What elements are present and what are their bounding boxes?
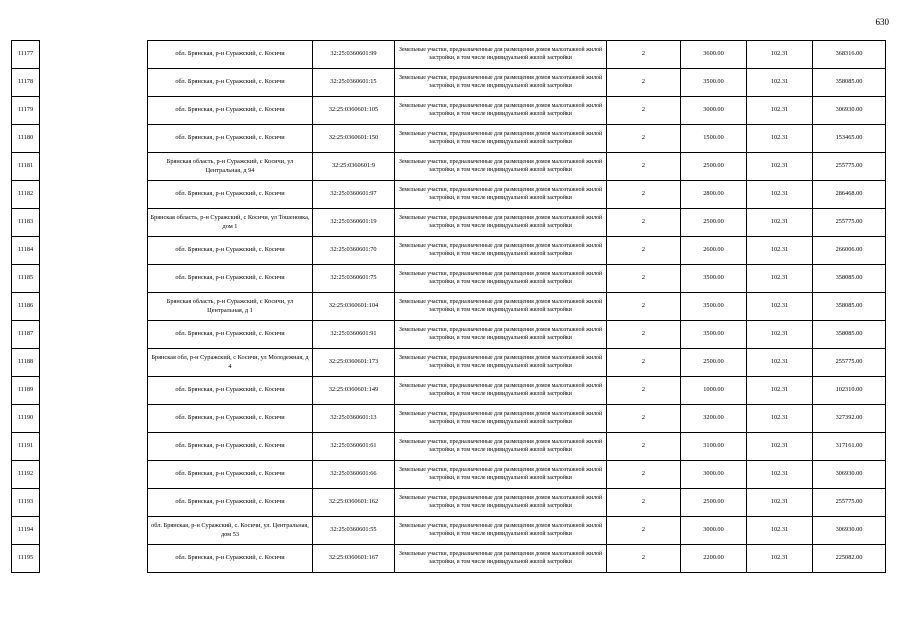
specific-value-cell: 102.31	[747, 349, 813, 377]
row-number-cell: 11179	[12, 97, 40, 125]
cadastral-number-cell: 32:25:0360601:150	[313, 125, 395, 153]
specific-value-cell: 102.31	[747, 265, 813, 293]
table-row	[12, 489, 886, 517]
row-number-cell: 11193	[12, 489, 40, 517]
row-number-cell: 11186	[12, 293, 40, 321]
row-number-cell: 11189	[12, 377, 40, 405]
cadastral-value-cell: 317161.00	[813, 433, 886, 461]
spacer-cell	[40, 433, 148, 461]
spacer-cell	[40, 125, 148, 153]
group-cell: 2	[607, 237, 681, 265]
specific-value-cell: 102.31	[747, 97, 813, 125]
address-cell: обл. Брянская, р-н Суражский, с. Косичи	[148, 433, 313, 461]
table-row	[12, 69, 886, 97]
group-cell: 2	[607, 265, 681, 293]
area-cell: 2500.00	[681, 489, 747, 517]
address-cell: обл. Брянская, р-н Суражский, с. Косичи	[148, 69, 313, 97]
table-row	[12, 433, 886, 461]
address-cell: Брянская область, р-н Суражский, с Косичи, ул Центральная, д 94	[148, 153, 313, 181]
land-use-cell: Земельные участки, предназначенные для размещения домов малоэтажной жилой застройки, в том числе индивидуальной жилой застройки	[395, 153, 607, 181]
page-number: 630	[875, 17, 889, 27]
spacer-cell	[40, 41, 148, 69]
area-cell: 2200.00	[681, 545, 747, 573]
cadastral-number-cell: 32:25:0360601:104	[313, 293, 395, 321]
table-row	[12, 377, 886, 405]
land-use-cell: Земельные участки, предназначенные для размещения домов малоэтажной жилой застройки, в том числе индивидуальной жилой застройки	[395, 181, 607, 209]
spacer-cell	[40, 321, 148, 349]
cadastral-value-cell: 306930.00	[813, 517, 886, 545]
cadastral-number-cell: 32:25:0360601:91	[313, 321, 395, 349]
area-cell: 3200.00	[681, 405, 747, 433]
table-row	[12, 237, 886, 265]
land-use-cell: Земельные участки, предназначенные для размещения домов малоэтажной жилой застройки, в том числе индивидуальной жилой застройки	[395, 489, 607, 517]
specific-value-cell: 102.31	[747, 41, 813, 69]
table-row	[12, 181, 886, 209]
table-row	[12, 153, 886, 181]
cadastral-number-cell: 32:25:0360601:15	[313, 69, 395, 97]
specific-value-cell: 102.31	[747, 545, 813, 573]
spacer-cell	[40, 293, 148, 321]
row-number-cell: 11188	[12, 349, 40, 377]
cadastral-value-cell: 327392.00	[813, 405, 886, 433]
group-cell: 2	[607, 153, 681, 181]
cadastral-value-cell: 358085.00	[813, 69, 886, 97]
cadastral-value-cell: 358085.00	[813, 265, 886, 293]
cadastral-value-cell: 255775.00	[813, 153, 886, 181]
spacer-cell	[40, 377, 148, 405]
cadastral-value-cell: 266006.00	[813, 237, 886, 265]
land-use-cell: Земельные участки, предназначенные для размещения домов малоэтажной жилой застройки, в том числе индивидуальной жилой застройки	[395, 377, 607, 405]
land-use-cell: Земельные участки, предназначенные для размещения домов малоэтажной жилой застройки, в том числе индивидуальной жилой застройки	[395, 125, 607, 153]
land-use-cell: Земельные участки, предназначенные для размещения домов малоэтажной жилой застройки, в том числе индивидуальной жилой застройки	[395, 97, 607, 125]
cadastral-value-cell: 368316.00	[813, 41, 886, 69]
cadastral-value-cell: 255775.00	[813, 209, 886, 237]
area-cell: 2500.00	[681, 349, 747, 377]
cadastral-value-table	[11, 40, 886, 573]
address-cell: Брянская область, р-н Суражский, с Косичи, ул Тошеновка, дом 1	[148, 209, 313, 237]
specific-value-cell: 102.31	[747, 461, 813, 489]
cadastral-number-cell: 32:25:0360601:162	[313, 489, 395, 517]
address-cell: обл. Брянская, р-н Суражский, с. Косичи	[148, 41, 313, 69]
group-cell: 2	[607, 377, 681, 405]
spacer-cell	[40, 237, 148, 265]
address-cell: обл. Брянская, р-н Суражский, с. Косичи	[148, 237, 313, 265]
spacer-cell	[40, 545, 148, 573]
address-cell: обл. Брянская, р-н Суражский, с. Косичи, ул. Центральная, дом 53	[148, 517, 313, 545]
table-row	[12, 321, 886, 349]
row-number-cell: 11187	[12, 321, 40, 349]
group-cell: 2	[607, 349, 681, 377]
specific-value-cell: 102.31	[747, 293, 813, 321]
group-cell: 2	[607, 433, 681, 461]
spacer-cell	[40, 405, 148, 433]
cadastral-number-cell: 32:25:0360601:97	[313, 181, 395, 209]
area-cell: 3000.00	[681, 461, 747, 489]
area-cell: 3500.00	[681, 69, 747, 97]
area-cell: 3500.00	[681, 293, 747, 321]
cadastral-value-cell: 358085.00	[813, 293, 886, 321]
address-cell: обл. Брянская, р-н Суражский, с. Косичи	[148, 125, 313, 153]
cadastral-number-cell: 32:25:0360601:66	[313, 461, 395, 489]
table-row	[12, 349, 886, 377]
land-use-cell: Земельные участки, предназначенные для размещения домов малоэтажной жилой застройки, в том числе индивидуальной жилой застройки	[395, 349, 607, 377]
row-number-cell: 11194	[12, 517, 40, 545]
cadastral-number-cell: 32:25:0360601:61	[313, 433, 395, 461]
specific-value-cell: 102.31	[747, 433, 813, 461]
specific-value-cell: 102.31	[747, 153, 813, 181]
cadastral-number-cell: 32:25:0360601:105	[313, 97, 395, 125]
specific-value-cell: 102.31	[747, 209, 813, 237]
spacer-cell	[40, 349, 148, 377]
area-cell: 3100.00	[681, 433, 747, 461]
spacer-cell	[40, 265, 148, 293]
cadastral-value-cell: 255775.00	[813, 349, 886, 377]
table-row	[12, 41, 886, 69]
land-use-cell: Земельные участки, предназначенные для размещения домов малоэтажной жилой застройки, в том числе индивидуальной жилой застройки	[395, 545, 607, 573]
row-number-cell: 11185	[12, 265, 40, 293]
address-cell: обл. Брянская, р-н Суражский, с. Косичи	[148, 489, 313, 517]
cadastral-number-cell: 32:25:0360601:9	[313, 153, 395, 181]
cadastral-value-cell: 153465.00	[813, 125, 886, 153]
specific-value-cell: 102.31	[747, 517, 813, 545]
cadastral-value-cell: 286468.00	[813, 181, 886, 209]
area-cell: 1000.00	[681, 377, 747, 405]
cadastral-number-cell: 32:25:0360601:70	[313, 237, 395, 265]
table-row	[12, 405, 886, 433]
row-number-cell: 11195	[12, 545, 40, 573]
row-number-cell: 11191	[12, 433, 40, 461]
land-use-cell: Земельные участки, предназначенные для размещения домов малоэтажной жилой застройки, в том числе индивидуальной жилой застройки	[395, 209, 607, 237]
land-use-cell: Земельные участки, предназначенные для размещения домов малоэтажной жилой застройки, в том числе индивидуальной жилой застройки	[395, 265, 607, 293]
address-cell: обл. Брянская, р-н Суражский, с. Косичи	[148, 545, 313, 573]
row-number-cell: 11181	[12, 153, 40, 181]
group-cell: 2	[607, 69, 681, 97]
cadastral-number-cell: 32:25:0360601:19	[313, 209, 395, 237]
row-number-cell: 11178	[12, 69, 40, 97]
land-use-cell: Земельные участки, предназначенные для размещения домов малоэтажной жилой застройки, в том числе индивидуальной жилой застройки	[395, 321, 607, 349]
area-cell: 1500.00	[681, 125, 747, 153]
cadastral-number-cell: 32:25:0360601:149	[313, 377, 395, 405]
row-number-cell: 11190	[12, 405, 40, 433]
table-row	[12, 293, 886, 321]
row-number-cell: 11184	[12, 237, 40, 265]
specific-value-cell: 102.31	[747, 237, 813, 265]
group-cell: 2	[607, 41, 681, 69]
land-use-cell: Земельные участки, предназначенные для размещения домов малоэтажной жилой застройки, в том числе индивидуальной жилой застройки	[395, 237, 607, 265]
table-body	[12, 41, 886, 573]
land-use-cell: Земельные участки, предназначенные для размещения домов малоэтажной жилой застройки, в том числе индивидуальной жилой застройки	[395, 293, 607, 321]
table-row	[12, 125, 886, 153]
land-use-cell: Земельные участки, предназначенные для размещения домов малоэтажной жилой застройки, в том числе индивидуальной жилой застройки	[395, 461, 607, 489]
cadastral-number-cell: 32:25:0360601:13	[313, 405, 395, 433]
spacer-cell	[40, 517, 148, 545]
spacer-cell	[40, 181, 148, 209]
area-cell: 3600.00	[681, 41, 747, 69]
specific-value-cell: 102.31	[747, 321, 813, 349]
group-cell: 2	[607, 125, 681, 153]
row-number-cell: 11177	[12, 41, 40, 69]
group-cell: 2	[607, 545, 681, 573]
area-cell: 2500.00	[681, 209, 747, 237]
group-cell: 2	[607, 293, 681, 321]
table-row	[12, 461, 886, 489]
table-row	[12, 545, 886, 573]
cadastral-value-cell: 255775.00	[813, 489, 886, 517]
group-cell: 2	[607, 489, 681, 517]
specific-value-cell: 102.31	[747, 405, 813, 433]
group-cell: 2	[607, 461, 681, 489]
cadastral-value-cell: 225082.00	[813, 545, 886, 573]
land-use-cell: Земельные участки, предназначенные для размещения домов малоэтажной жилой застройки, в том числе индивидуальной жилой застройки	[395, 41, 607, 69]
spacer-cell	[40, 461, 148, 489]
group-cell: 2	[607, 181, 681, 209]
spacer-cell	[40, 489, 148, 517]
address-cell: обл. Брянская, р-н Суражский, с. Косичи	[148, 181, 313, 209]
cadastral-number-cell: 32:25:0360601:75	[313, 265, 395, 293]
cadastral-value-cell: 102310.00	[813, 377, 886, 405]
table-row	[12, 517, 886, 545]
spacer-cell	[40, 209, 148, 237]
specific-value-cell: 102.31	[747, 377, 813, 405]
area-cell: 2800.00	[681, 181, 747, 209]
address-cell: обл. Брянская, р-н Суражский, с. Косичи	[148, 321, 313, 349]
land-use-cell: Земельные участки, предназначенные для размещения домов малоэтажной жилой застройки, в том числе индивидуальной жилой застройки	[395, 433, 607, 461]
row-number-cell: 11192	[12, 461, 40, 489]
group-cell: 2	[607, 97, 681, 125]
group-cell: 2	[607, 209, 681, 237]
area-cell: 3000.00	[681, 517, 747, 545]
address-cell: обл. Брянская, р-н Суражский, с. Косичи	[148, 405, 313, 433]
area-cell: 3500.00	[681, 321, 747, 349]
address-cell: обл. Брянская, р-н Суражский, с. Косичи	[148, 377, 313, 405]
spacer-cell	[40, 97, 148, 125]
area-cell: 2600.00	[681, 237, 747, 265]
area-cell: 3000.00	[681, 97, 747, 125]
group-cell: 2	[607, 405, 681, 433]
cadastral-number-cell: 32:25:0360601:167	[313, 545, 395, 573]
cadastral-value-cell: 306930.00	[813, 461, 886, 489]
land-use-cell: Земельные участки, предназначенные для размещения домов малоэтажной жилой застройки, в том числе индивидуальной жилой застройки	[395, 517, 607, 545]
specific-value-cell: 102.31	[747, 125, 813, 153]
specific-value-cell: 102.31	[747, 69, 813, 97]
row-number-cell: 11182	[12, 181, 40, 209]
land-use-cell: Земельные участки, предназначенные для размещения домов малоэтажной жилой застройки, в том числе индивидуальной жилой застройки	[395, 405, 607, 433]
row-number-cell: 11180	[12, 125, 40, 153]
cadastral-value-cell: 358085.00	[813, 321, 886, 349]
area-cell: 2500.00	[681, 153, 747, 181]
address-cell: обл. Брянская, р-н Суражский, с. Косичи	[148, 461, 313, 489]
spacer-cell	[40, 69, 148, 97]
row-number-cell: 11183	[12, 209, 40, 237]
address-cell: обл. Брянская, р-н Суражский, с. Косичи	[148, 265, 313, 293]
specific-value-cell: 102.31	[747, 181, 813, 209]
cadastral-number-cell: 32:25:0360601:55	[313, 517, 395, 545]
address-cell: обл. Брянская, р-н Суражский, с. Косичи	[148, 97, 313, 125]
land-use-cell: Земельные участки, предназначенные для размещения домов малоэтажной жилой застройки, в том числе индивидуальной жилой застройки	[395, 69, 607, 97]
cadastral-number-cell: 32:25:0360601:99	[313, 41, 395, 69]
group-cell: 2	[607, 321, 681, 349]
table-row	[12, 265, 886, 293]
cadastral-value-cell: 306930.00	[813, 97, 886, 125]
specific-value-cell: 102.31	[747, 489, 813, 517]
spacer-cell	[40, 153, 148, 181]
address-cell: Брянская область, р-н Суражский, с Косичи, ул Центральная, д 1	[148, 293, 313, 321]
area-cell: 3500.00	[681, 265, 747, 293]
table-row	[12, 209, 886, 237]
group-cell: 2	[607, 517, 681, 545]
address-cell: Брянская обл, р-н Суражский, с Косичи, ул Молодежная, д 4	[148, 349, 313, 377]
cadastral-number-cell: 32:25:0360601:173	[313, 349, 395, 377]
table-row	[12, 97, 886, 125]
